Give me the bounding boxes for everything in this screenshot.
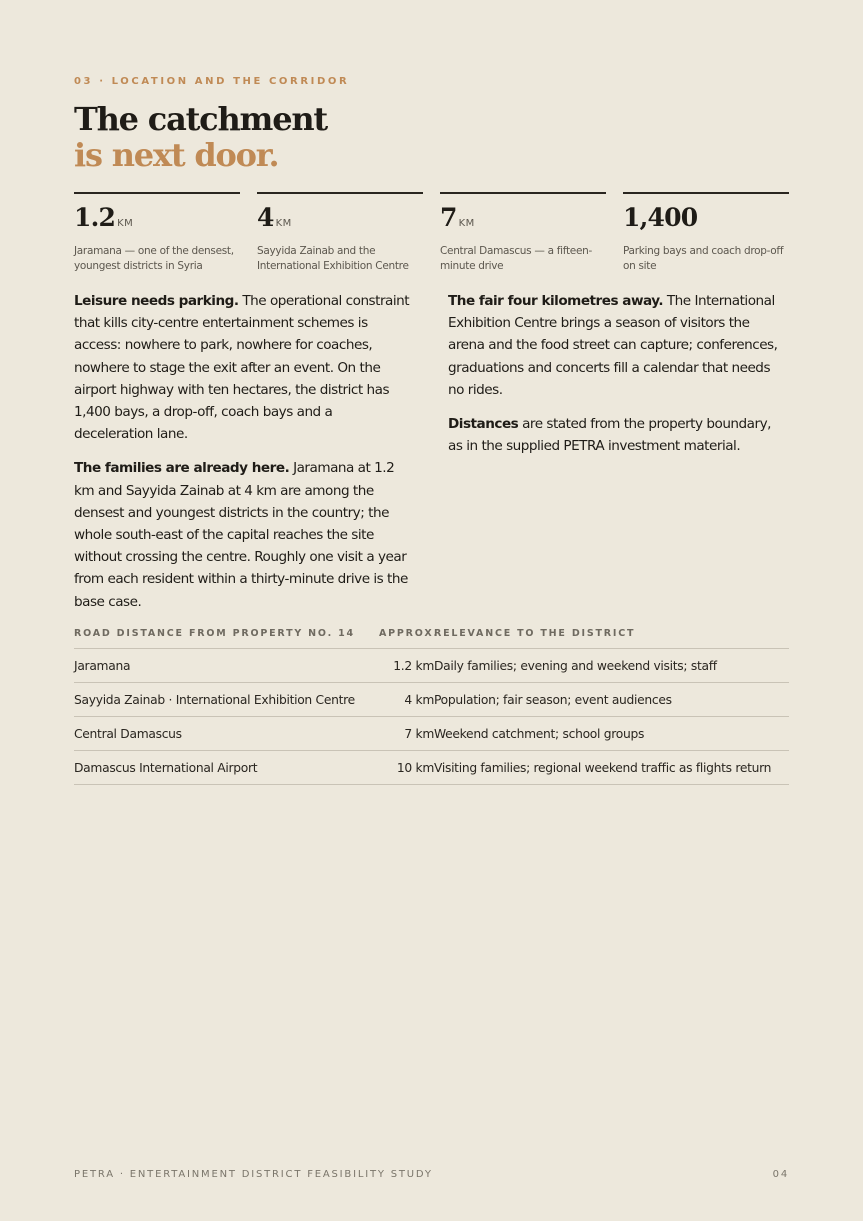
table-row	[74, 649, 789, 683]
paragraph-text: The operational constraint that kills city-centre entertainment schemes is access: nowhere to park, nowhere for coaches, nowhere to stage the exit after an event. On the airport highway with ten hectares, the district has 1,400 bays, a drop-off, coach bays and a deceleration lane.	[74, 293, 410, 443]
document-page	[74, 0, 789, 1221]
cell-place: Central Damascus	[74, 726, 182, 741]
stat-number: 4	[257, 203, 274, 232]
cell-relevance: Daily families; evening and weekend visits; staff	[434, 658, 717, 673]
cell-relevance: Visiting families; regional weekend traffic as flights return	[434, 760, 772, 775]
table-row	[74, 683, 789, 717]
paragraph-text: are stated from the property boundary, as in the supplied PETRA investment material.	[448, 416, 771, 455]
stat-unit: KM	[458, 218, 475, 229]
header-relevance: RELEVANCE TO THE DISTRICT	[434, 628, 636, 639]
section-eyebrow: 03 · LOCATION AND THE CORRIDOR	[74, 76, 350, 87]
paragraph-lead: The fair four kilometres away.	[448, 293, 664, 309]
paragraph-distances	[448, 413, 789, 457]
paragraph-text: The International Exhibition Centre brings a season of visitors the arena and the food street can capture; conferences, graduations and concerts fill a calendar that needs no rides.	[448, 293, 778, 398]
cell-place: Sayyida Zainab · International Exhibition Centre	[74, 692, 355, 707]
stat-central-damascus	[440, 192, 606, 274]
page-footer	[74, 1169, 789, 1180]
body-column-left	[74, 290, 414, 625]
stat-value	[74, 202, 240, 240]
table-row	[74, 751, 789, 785]
cell-relevance: Population; fair season; event audiences	[434, 692, 672, 707]
distance-table	[74, 626, 789, 785]
cell-place: Jaramana	[74, 658, 131, 673]
stat-description: Parking bays and coach drop-off on site	[623, 245, 784, 272]
cell-distance: 7 km	[404, 726, 434, 741]
cell-distance: 1.2 km	[393, 658, 434, 673]
cell-relevance: Weekend catchment; school groups	[434, 726, 645, 741]
stat-description: Central Damascus — a fifteen-minute drive	[440, 245, 592, 272]
stat-value	[440, 202, 606, 240]
paragraph-text: Jaramana at 1.2 km and Sayyida Zainab at 4 km are among the densest and youngest districts in the country; the whole south-east of the capital reaches the site without crossing the centre. Roughly one visit a year from each resident within a thirty-minute drive is the base case.	[74, 460, 408, 610]
paragraph-lead: The families are already here.	[74, 460, 290, 477]
stat-unit: KM	[117, 218, 134, 229]
footer-title: PETRA · ENTERTAINMENT DISTRICT FEASIBILITY STUDY	[74, 1169, 433, 1180]
page-title	[74, 101, 327, 173]
stat-number: 7	[440, 203, 457, 232]
table-header	[74, 626, 789, 649]
stat-value	[257, 202, 423, 240]
header-distance: APPROX.	[379, 628, 439, 639]
title-line-1: The catchment	[74, 100, 327, 138]
stat-value	[623, 202, 789, 240]
cell-distance: 4 km	[404, 692, 434, 707]
title-line-2: is next door.	[74, 136, 279, 174]
cell-distance: 10 km	[396, 760, 434, 775]
paragraph-parking	[74, 290, 414, 445]
table-row	[74, 717, 789, 751]
stat-unit: KM	[275, 218, 292, 229]
paragraph-fair	[448, 290, 789, 401]
paragraph-lead: Leisure needs parking.	[74, 293, 239, 309]
paragraph-families	[74, 457, 414, 612]
stat-number: 1.2	[74, 203, 116, 232]
header-place: ROAD DISTANCE FROM PROPERTY NO. 14	[74, 628, 355, 639]
stats-row	[74, 192, 789, 274]
stat-number: 1,400	[623, 203, 698, 232]
body-column-right	[448, 290, 789, 469]
stat-jaramana	[74, 192, 240, 274]
stat-parking-bays	[623, 192, 789, 274]
stat-description: Sayyida Zainab and the International Exhibition Centre	[257, 245, 409, 272]
stat-sayyida-zainab	[257, 192, 423, 274]
paragraph-lead: Distances	[448, 416, 519, 433]
page-number: 04	[772, 1169, 789, 1180]
cell-place: Damascus International Airport	[74, 760, 258, 775]
stat-description: Jaramana — one of the densest, youngest districts in Syria	[74, 245, 234, 272]
